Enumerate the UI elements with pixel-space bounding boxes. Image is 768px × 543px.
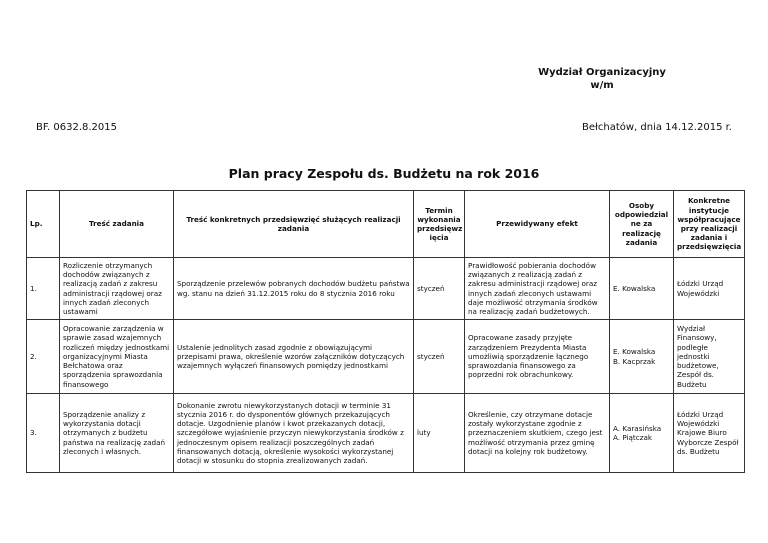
cell-task: Rozliczenie otrzymanych dochodów związanych z realizacją zadań z zakresu administracji rządowej oraz innych zadań zleconych ustawami [60,258,174,320]
column-header-lp: Lp. [27,191,60,258]
addressee-location: w/m [590,80,614,91]
column-header-deadline: Termin wykonania przedsięwz ięcia [414,191,465,258]
person-name: A. Piątczak [613,433,653,442]
cell-lp: 3. [27,394,60,473]
cell-lp: 1. [27,258,60,320]
person-name: E. Kowalska [613,283,656,293]
table-row [27,394,745,473]
column-header-actions: Treść konkretnych przedsięwzięć służących realizacji zadania [174,191,414,258]
document-title: Plan pracy Zespołu ds. Budżetu na rok 2016 [228,166,540,181]
addressee-department: Wydział Organizacyjny [538,67,666,78]
cell-task: Opracowanie zarządzenia w sprawie zasad wzajemnych rozliczeń między jednostkami organizacyjnymi Miasta Bełchatowa oraz sporządzenia sprawozdania finansowego [60,320,174,394]
cell-deadline: styczeń [414,258,465,320]
table-row [27,258,745,320]
cell-effect: Opracowane zasady przyjęte zarządzeniem Prezydenta Miasta umożliwią sporządzenie łącznego sprawozdania finansowego za poprzedni rok obrachunkowy. [465,320,610,394]
cell-deadline: styczeń [414,320,465,394]
cell-institutions: Łódzki Urząd Wojewódzki Krajowe Biuro Wyborcze Zespół ds. Budżetu [674,394,745,473]
cell-effect: Określenie, czy otrzymane dotacje zostały wykorzystane zgodnie z przeznaczeniem skutkiem, czego jest możliwość otrzymania przez gminę dotacji na kolejny rok budżetowy. [465,394,610,473]
table-header-row [27,191,745,258]
cell-persons [610,394,674,473]
cell-institutions: Łódzki Urząd Wojewódzki [674,258,745,320]
cell-institutions: Wydział Finansowy, podległe jednostki budżetowe, Zespół ds. Budżetu [674,320,745,394]
person-name: B. Kacprzak [613,356,656,366]
cell-actions: Ustalenie jednolitych zasad zgodnie z obowiązującymi przepisami prawa, określenie wzorów załączników dotyczących wzajemnych wyłączeń finansowych pomiędzy jednostkami [174,320,414,394]
reference-number: BF. 0632.8.2015 [36,122,117,133]
column-header-institutions: Konkretne instytucje współpracujące przy realizacji zadania i przedsięwzięcia [674,191,745,258]
column-header-task: Treść zadania [60,191,174,258]
column-header-persons: Osoby odpowiedzial ne za realizację zadania [610,191,674,258]
cell-deadline: luty [414,394,465,473]
person-name: E. Kowalska [613,347,656,357]
cell-persons [610,320,674,394]
table-row [27,320,745,394]
work-plan-table [26,190,745,473]
addressee [502,66,702,92]
cell-task: Sporządzenie analizy z wykorzystania dotacji otrzymanych z budżetu państwa na realizację zadań zleconych i własnych. [60,394,174,473]
cell-persons [610,258,674,320]
person-name: A. Karasińska [613,423,662,433]
cell-effect: Prawidłowość pobierania dochodów związanych z realizacją zadań z zakresu administracji rządowej oraz innych zadań zleconych ustawami daje możliwość otrzymania środków na realizację zadań budżetowych. [465,258,610,320]
column-header-effect: Przewidywany efekt [465,191,610,258]
place-date: Bełchatów, dnia 14.12.2015 r. [582,122,732,133]
cell-lp: 2. [27,320,60,394]
cell-actions: Sporządzenie przelewów pobranych dochodów budżetu państwa wg. stanu na dzień 31.12.2015 roku do 8 stycznia 2016 roku [174,258,414,320]
cell-actions: Dokonanie zwrotu niewykorzystanych dotacji w terminie 31 stycznia 2016 r. do dysponentów głównych przekazujących dotacje. Uzgodnienie planów i kwot przekazanych dotacji, szczegółowe wyjaśnienie przyczyn niewykorzystania środków z jednoczesnym opisem realizacji poszczególnych zadań finansowanych dotacją, określenie wysokości wykorzystanej dotacji w stosunku do stopnia zrealizowanych zadań. [174,394,414,473]
